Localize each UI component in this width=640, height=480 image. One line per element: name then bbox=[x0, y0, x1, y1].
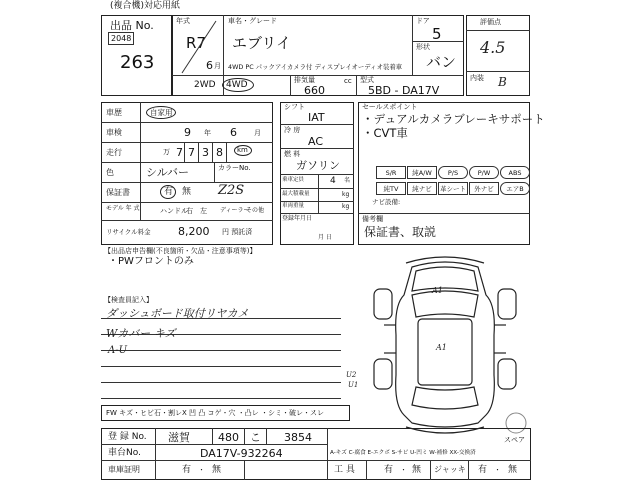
capacity-unit: 名 bbox=[344, 177, 351, 184]
lot-box-number: 2048 bbox=[108, 32, 134, 45]
mark-left-side: U2 bbox=[346, 371, 357, 379]
jack-yes: 有 bbox=[478, 465, 488, 475]
displacement-label: 排気量 bbox=[294, 76, 315, 84]
weight-label: 車両重量 bbox=[282, 203, 305, 209]
remodel-label: モデル 年 式 bbox=[106, 205, 140, 212]
model-code-label: 型式 bbox=[360, 76, 374, 84]
drive-4wd: 4WD bbox=[226, 80, 248, 90]
notes-label: 備考欄 bbox=[362, 215, 383, 223]
score-value: 4.5 bbox=[480, 38, 506, 57]
mileage-digit-4: 8 bbox=[216, 146, 223, 159]
shaken-year: 9 bbox=[184, 126, 191, 139]
equipment-cell: P/S bbox=[438, 166, 468, 179]
chassis-label: 車台No. bbox=[108, 448, 141, 458]
color-value: シルバー bbox=[146, 166, 189, 179]
cert-label: 車庫証明 bbox=[108, 465, 140, 474]
model-code-value: 5BD - DA17V bbox=[368, 84, 440, 97]
chassis-value: DA17V-932264 bbox=[200, 447, 283, 460]
selling-points-label: セールスポイント bbox=[362, 103, 418, 111]
shape-value: バン bbox=[426, 53, 457, 71]
reg-number: 3854 bbox=[284, 431, 312, 444]
equipment-cell: S/R bbox=[376, 166, 406, 179]
handle-left: 左 bbox=[200, 207, 207, 215]
shaken-year-unit: 年 bbox=[204, 129, 211, 137]
mark-left-rear: U1 bbox=[348, 381, 359, 389]
reg-date-label: 登録年月日 bbox=[282, 215, 313, 222]
inspector-line-2: Wカバー キズ bbox=[106, 327, 176, 340]
interior-value: B bbox=[498, 75, 507, 89]
year-month: 6 bbox=[206, 59, 213, 72]
reg-date-unit: 月 日 bbox=[318, 234, 332, 241]
fuel-value: ガソリン bbox=[296, 159, 340, 172]
equipment-cell: 革シート bbox=[438, 182, 468, 195]
displacement-value: 660 bbox=[304, 84, 325, 97]
handle-right: 右 bbox=[186, 207, 193, 215]
notes-value: 保証書、取説 bbox=[364, 225, 437, 239]
shape-label: 形状 bbox=[416, 43, 430, 51]
ac-value: AC bbox=[308, 135, 324, 148]
load-unit: kg bbox=[342, 191, 350, 198]
jack-label: ジャッキ bbox=[434, 465, 466, 474]
history-label: 車歴 bbox=[106, 108, 122, 117]
model-grade: 4WD PC パックアイカメラ付 ディスプレイオーディオ装着車 bbox=[228, 63, 403, 71]
mark-roof: A1 bbox=[436, 343, 447, 352]
damage-legend: A-キズ C-腐食 E-エクボ S-サビ U-凹ミ W-補修 XX-交換済 bbox=[330, 450, 476, 456]
cert-yes: 有 bbox=[182, 465, 192, 475]
warranty-code: Z2S bbox=[218, 183, 245, 198]
tools-yes: 有 bbox=[384, 465, 394, 475]
jack-no: 無 bbox=[508, 465, 518, 475]
tools-label: 工 具 bbox=[334, 465, 355, 475]
displacement-unit: cc bbox=[344, 77, 352, 85]
equipment-cell: 外ナビ bbox=[469, 182, 499, 195]
score-label: 評価点 bbox=[480, 18, 501, 26]
nav-label: ナビ設備: bbox=[372, 198, 401, 206]
warranty-yes: 有 bbox=[164, 187, 174, 197]
seller-notes-value: ・PWフロントのみ bbox=[108, 256, 194, 267]
shift-label: シフト bbox=[284, 103, 305, 111]
year-divider-slash bbox=[172, 15, 224, 76]
seller-notes-label: 【出品店申告欄(不良箇所・欠品・注意事項等)】 bbox=[104, 247, 257, 255]
lot-number: 263 bbox=[120, 52, 155, 73]
fuel-label: 燃 料 bbox=[284, 150, 301, 158]
equipment-cell: 純A/W bbox=[407, 166, 437, 179]
lot-title: 出品 No. bbox=[110, 19, 154, 32]
inspector-line-1: ダッシュボード取付リヤカメ bbox=[106, 307, 249, 320]
lot-box bbox=[101, 15, 172, 96]
dealer-other: その他 bbox=[246, 207, 265, 214]
reg-class: 480 bbox=[218, 431, 239, 444]
inspector-label: 【検査員記入】 bbox=[104, 296, 153, 304]
year-label: 年式 bbox=[176, 17, 190, 25]
mileage-unit: km bbox=[237, 146, 248, 154]
capacity-value: 4 bbox=[330, 176, 336, 186]
color-no-label: カラーNo. bbox=[218, 164, 251, 172]
equipment-cell: 純TV bbox=[376, 182, 406, 195]
doors-value: 5 bbox=[432, 25, 442, 43]
mileage-man: 万 bbox=[163, 148, 170, 156]
dealer-label: ディーラー bbox=[220, 207, 250, 214]
reg-kana: こ bbox=[250, 431, 261, 444]
equipment-cell: エアB bbox=[500, 182, 530, 195]
year-month-unit: 月 bbox=[214, 62, 221, 70]
recycle-unit: 円 預託済 bbox=[222, 228, 253, 236]
drive-2wd: 2WD bbox=[194, 80, 216, 90]
spare-label: スペア bbox=[504, 436, 525, 444]
cert-no: 無 bbox=[212, 465, 222, 475]
selling-point-2: ・CVT車 bbox=[362, 126, 408, 140]
recycle-label: リサイクル料金 bbox=[106, 228, 151, 236]
equipment-cell: P/W bbox=[469, 166, 499, 179]
weight-unit: kg bbox=[342, 203, 350, 210]
recycle-value: 8,200 bbox=[178, 225, 210, 238]
model-label: 車名・グレード bbox=[228, 17, 277, 25]
legend-row: FW キズ・ヒビ石・割レX 凹 凸 コゲ・穴 ・凸レ ・シミ・破レ・スレ bbox=[106, 409, 324, 417]
mileage-label: 走行 bbox=[106, 148, 122, 157]
form-type-label: (複合機)対応用紙 bbox=[110, 1, 181, 11]
inspector-line-3: A-U bbox=[108, 345, 128, 356]
warranty-no: 無 bbox=[182, 187, 192, 197]
mark-hood: A1 bbox=[432, 286, 443, 295]
interior-label: 内装 bbox=[470, 74, 484, 82]
inspector-lines bbox=[101, 306, 341, 402]
capacity-label: 乗車定員 bbox=[282, 177, 305, 183]
ac-label: 冷 房 bbox=[284, 126, 301, 134]
handle-label: ハンドル bbox=[160, 207, 188, 215]
shaken-label: 車検 bbox=[106, 128, 122, 137]
mileage-digit-2: 7 bbox=[188, 146, 195, 159]
shaken-month: 6 bbox=[230, 126, 237, 139]
doors-label: ドア bbox=[416, 17, 430, 25]
reg-no-label: 登 録 No. bbox=[108, 432, 147, 442]
shaken-month-unit: 月 bbox=[254, 129, 261, 137]
reg-area: 滋賀 bbox=[168, 431, 190, 444]
history-value: 自家用 bbox=[150, 108, 173, 117]
model-name: エブリイ bbox=[232, 34, 291, 52]
load-label: 最大積載量 bbox=[282, 191, 310, 197]
tools-no: 無 bbox=[412, 465, 422, 475]
selling-point-1: ・デュアルカメラブレーキサポート bbox=[362, 112, 545, 126]
equipment-cell: ABS bbox=[500, 166, 530, 179]
mileage-digit-1: 7 bbox=[176, 146, 183, 159]
mileage-digit-3: 3 bbox=[202, 146, 209, 159]
year-value: R7 bbox=[186, 34, 206, 52]
color-label: 色 bbox=[106, 168, 114, 177]
shift-value: IAT bbox=[308, 111, 325, 124]
warranty-label: 保証書 bbox=[106, 188, 130, 197]
equipment-cell: 純ナビ bbox=[407, 182, 437, 195]
